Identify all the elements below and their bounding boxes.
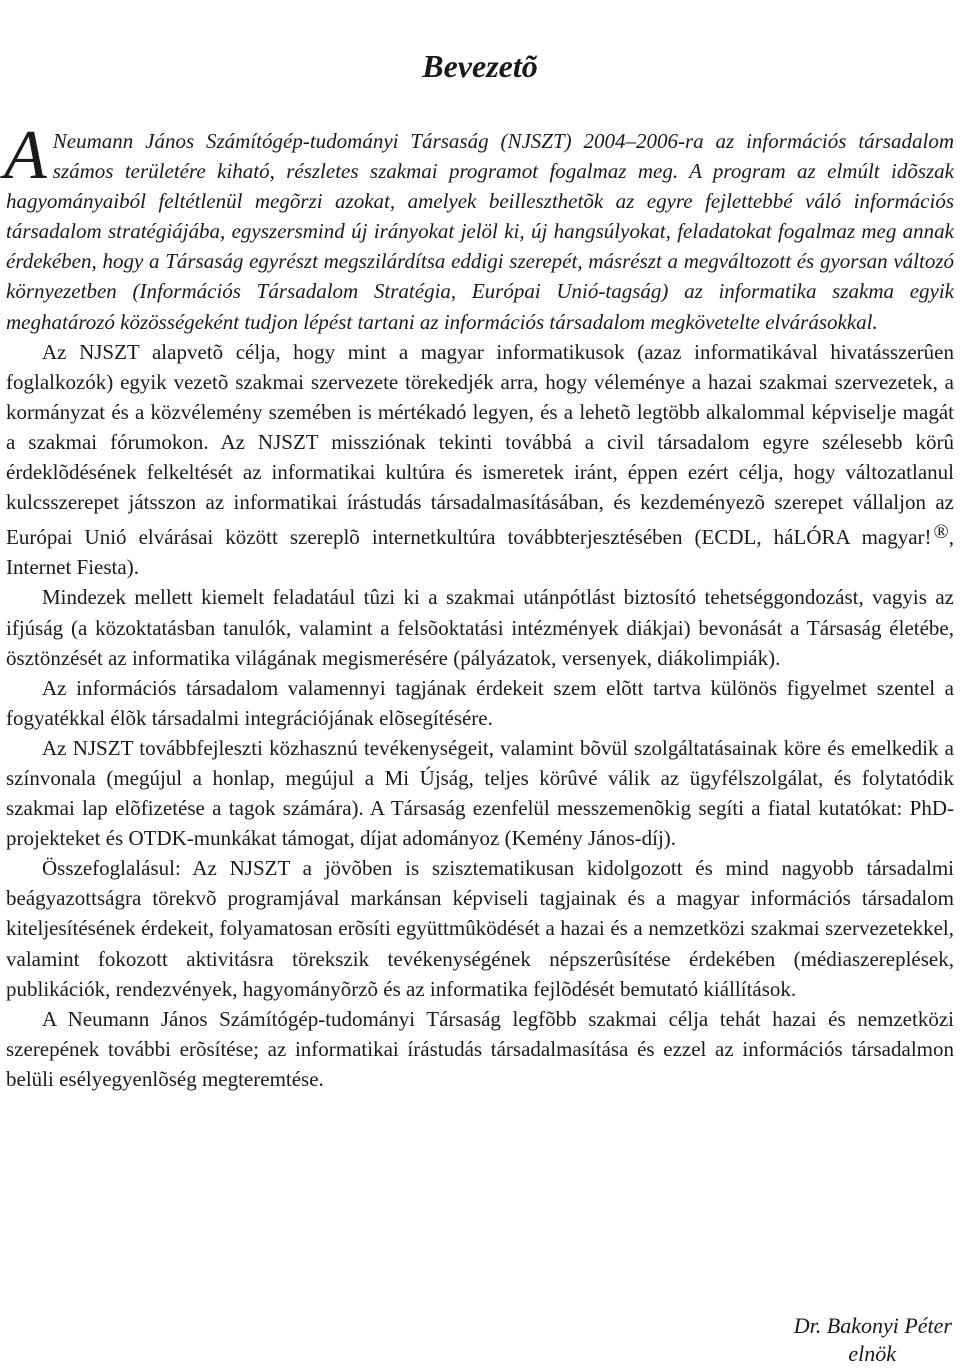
signature-block: [794, 1312, 952, 1368]
signature-role: elnök: [848, 1341, 896, 1366]
paragraph-1: [6, 337, 954, 583]
paragraph-2: Mindezek mellett kiemelt feladatául tûzi ki a szakmai utánpótlást biztosító tehetséggondozást, vagyis az ifjúság (a közoktatásban tanulók, valamint a felsõoktatási intézmények diákjai) bevonását a Társaság életébe, ösztönzését az informatika világának megismerésére (pályázatok, versenyek, diákolimpiák).: [6, 585, 954, 670]
paragraph-4: Az NJSZT továbbfejleszti közhasznú tevékenységeit, valamint bõvül szolgáltatásainak köre és emelkedik a színvonala (megújul a honlap, megújul a Mi Újság, teljes körûvé válik az ügyfélszolgálat, és folytatódik szakmai lap elõfizetése a tagok számára). A Társaság ezenfelül messzemenõkig segíti a fiatal kutatókat: PhD-projekteket és OTDK-munkákat támogat, díjat adományoz (Kemény János-díj).: [6, 735, 954, 851]
paragraph-5: Összefoglalásul: Az NJSZT a jövõben is szisztematikusan kidolgozott és mind nagyobb társadalmi beágyazottságra törekvõ programjával markánsan képviseli tagjainak és a magyar információs társadalom kiteljesítésének érdekeit, folyamatosan erõsíti együttmûködését a hazai és a nemzetközi szakmai szervezetekkel, valamint fokozott aktivitásra törekszik tevékenységének népszerûsítése érdekében (médiaszereplések, publikációk, rendezvények, hagyományõrzõ és az informatika fejlõdését bemutató kiállítások.: [6, 856, 954, 1001]
paragraph-1-text: Az NJSZT alapvetõ célja, hogy mint a magyar informatikusok (azaz informatikával hivatásszerûen foglalkozók) egyik vezetõ szakmai szervezete törekedjék arra, hogy véleménye a hazai szakmai szervezetek, a kormányzat és a közvélemény szemében is mértékadó legyen, és a lehetõ legtöbb alkalommal képviselje magát a szakmai fórumokon. Az NJSZT missziónak tekinti továbbá a civil társadalom egyre szélesebb körû érdeklõdésének felkeltését az informatikai kultúra és ismeretek iránt, éppen ezért célja, hogy változatlanul kulcsszerepet játsszon az informatikai írástudás társadalmasításában, és kezdeményezõ szerepet vállaljon az Európai Unió elvárásai között szereplõ internetkultúra továbbterjesztésében (ECDL, háLÓRA magyar!: [6, 339, 954, 550]
page-title: Bevezetõ: [422, 48, 538, 84]
signature-name: Dr. Bakonyi Péter: [793, 1313, 952, 1338]
intro-text: Neumann János Számítógép-tudományi Társaság (NJSZT) 2004–2006-ra az információs társadalom számos területére kiható, részletes szakmai programot fogalmaz meg. A program az elmúlt idõszak hagyományaiból feltétlenül megõrzi azokat, amelyek beilleszthetõk az egyre fejlettebbé váló információs társadalom stratégiájába, egyszersmind új irányokat jelöl ki, új hangsúlyokat, feladatokat fogalmaz meg annak érdekében, hogy a Társaság egyrészt megszilárdítsa eddigi szerepét, másrészt a megváltozott és gyorsan változó környezetben (Információs Társadalom Stratégia, Európai Unió-tagság) az informatika szakma egyik meghatározó közösségeként tudjon lépést tartani az információs társadalom megkövetelte elvárásokkal.: [6, 129, 954, 334]
paragraph-6: A Neumann János Számítógép-tudományi Társaság legfõbb szakmai célja tehát hazai és nemzetközi szerepének további erõsítése; az informatikai írástudás társadalmasítása és ezzel az információs társadalmon belüli esélyegyenlõség megteremtése.: [6, 1006, 954, 1091]
intro-paragraph: [4, 117, 954, 337]
registered-mark: ®: [933, 521, 949, 544]
paragraph-3: Az információs társadalom valamennyi tagjának érdekeit szem elõtt tartva különös figyelmet szentel a fogyatékkal élõk társadalmi integrációjának elõsegítésére.: [6, 675, 954, 730]
body-text: [4, 117, 954, 1094]
paragraph-1-end: , Internet Fiesta).: [6, 525, 954, 580]
drop-cap: A: [4, 117, 47, 194]
